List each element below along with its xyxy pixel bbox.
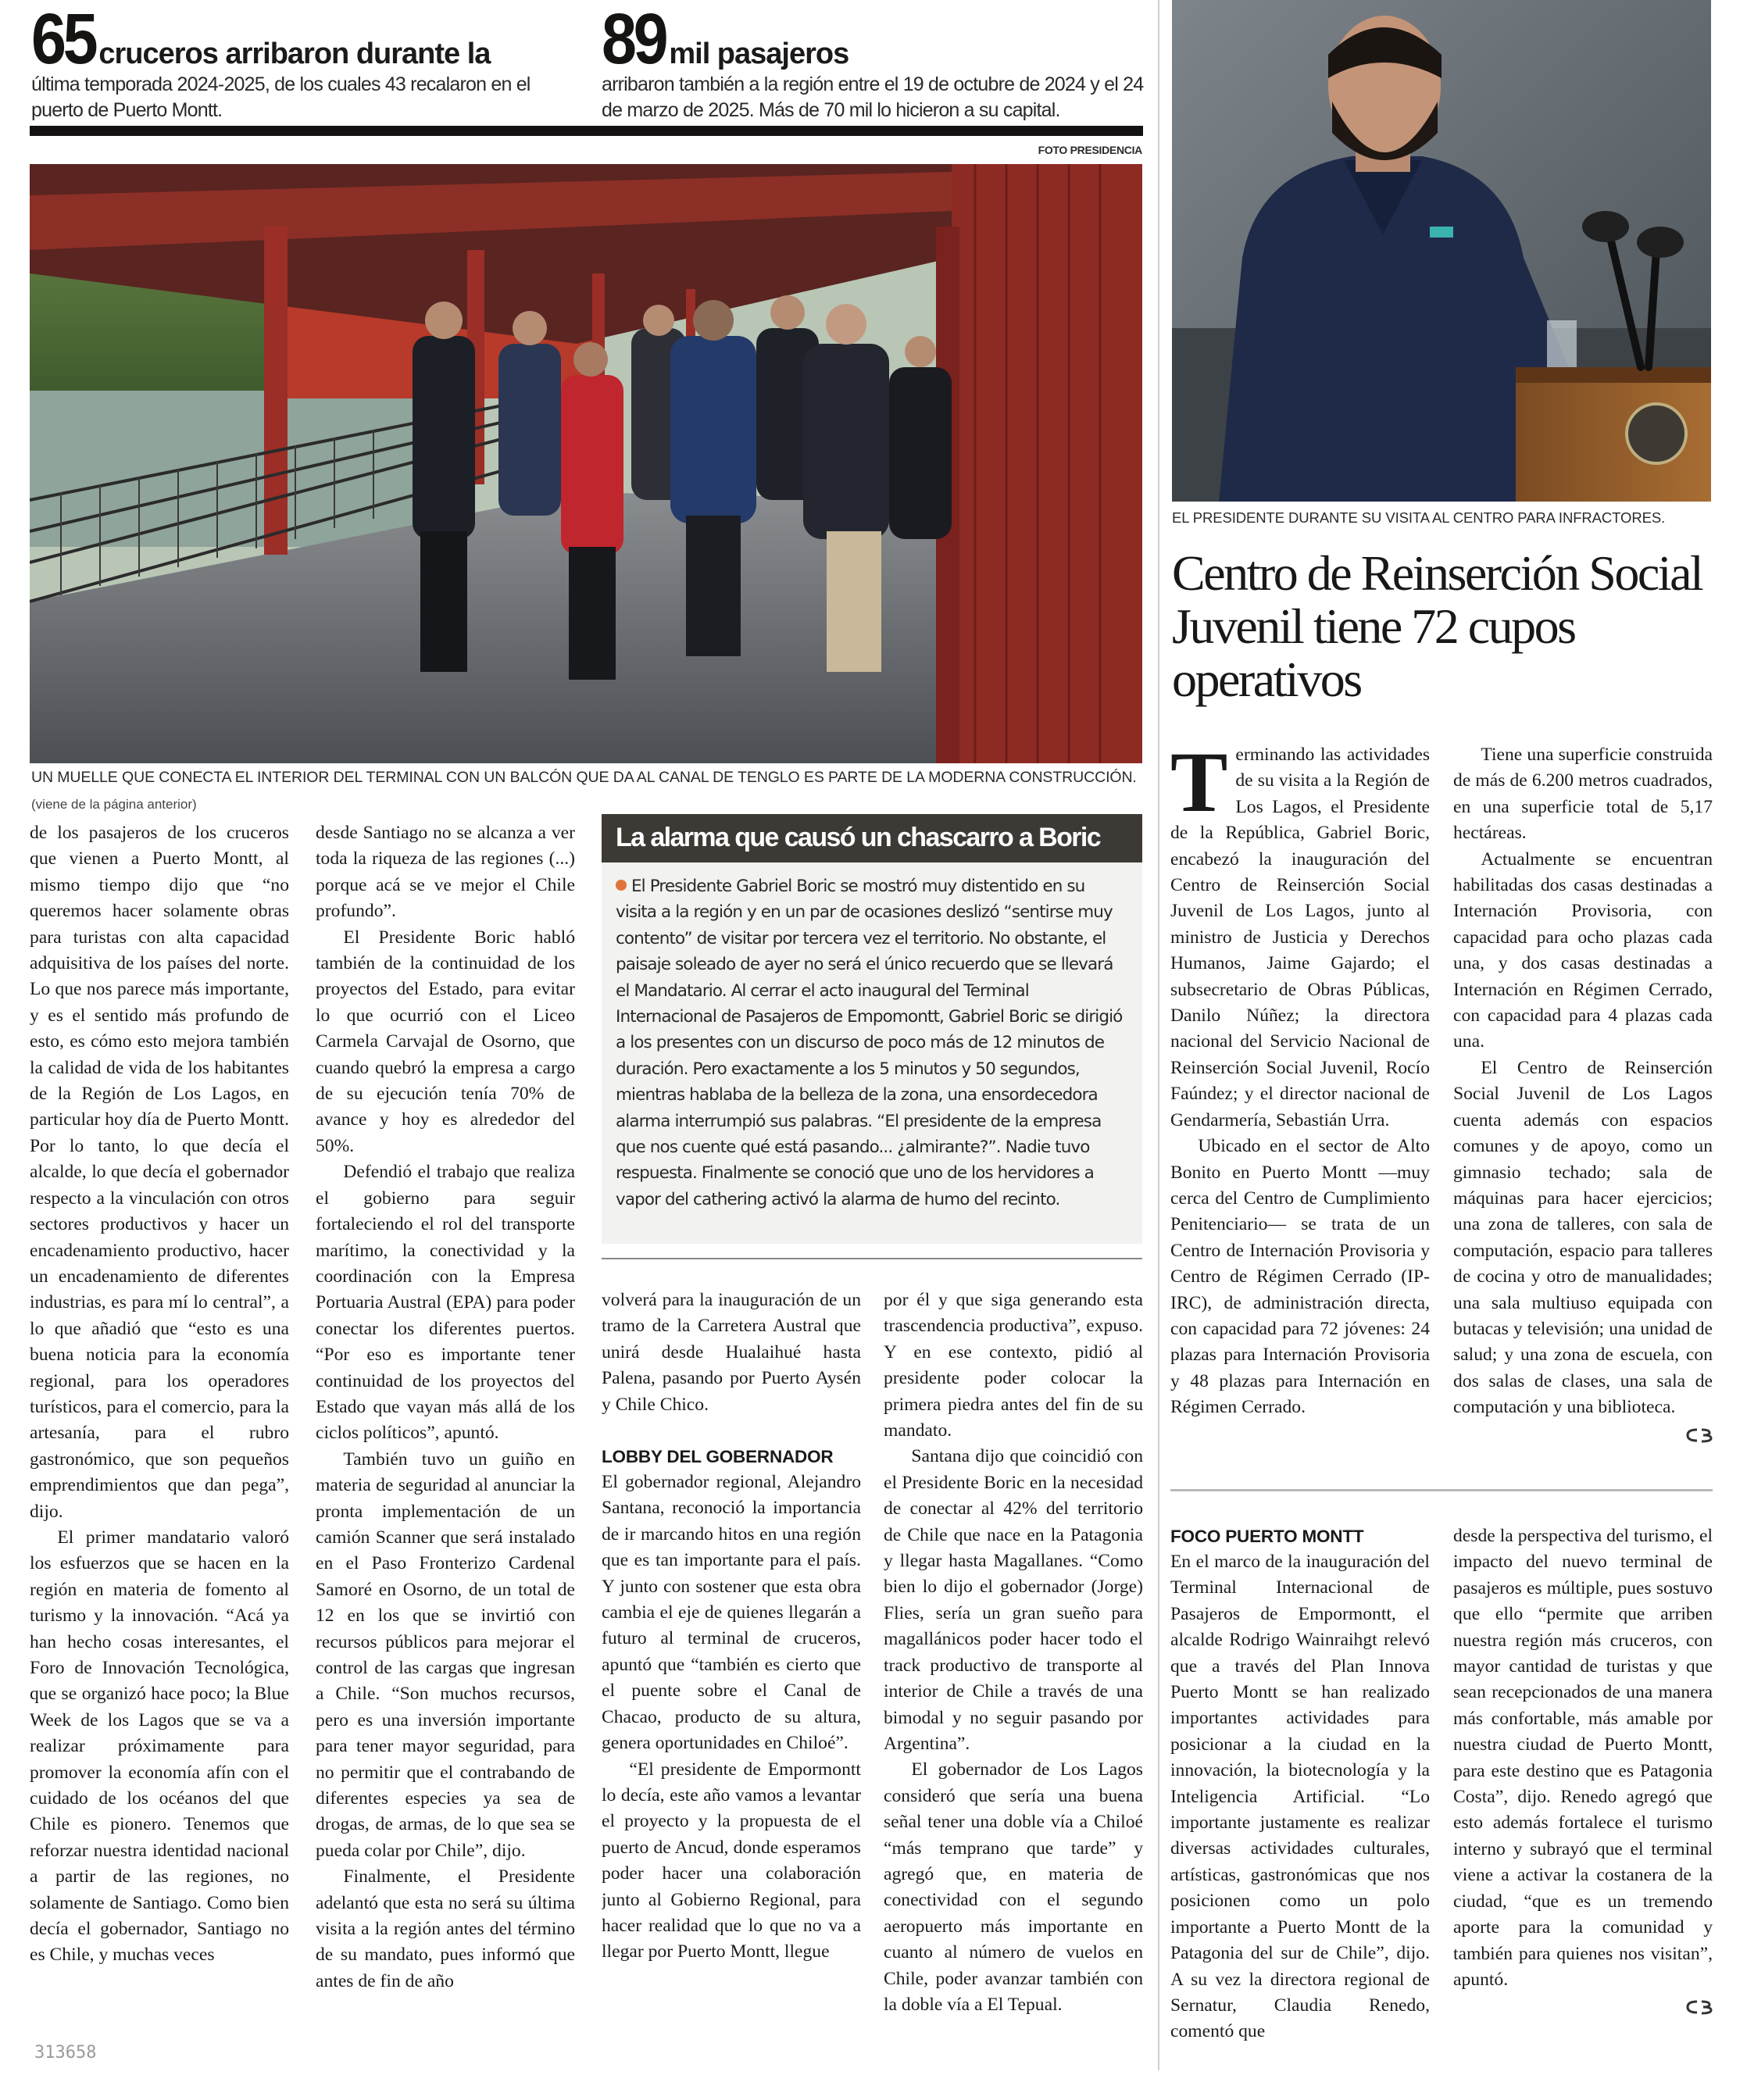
paragraph: El Centro de Reinserción Social Juvenil de Los Lagos cuenta además con espacios comunes y de apoyo, como un gimnasio techado; sala de máquinas para hacer ejercicios; una zona de talleres, con sala de computación, espacio para talleres de cocina y otro de manualidades; una sala multiuso equipada con butacas y televisión; una unidad de salud; y una zona de escuela, con dos salas de clases, una sala de computación y una biblioteca. xyxy=(1453,1057,1713,1418)
paragraph: Santana dijo que coincidió con el Presidente Boric en la necesidad de conectar al 42% del territorio de Chile que nace en la Patagonia y llegar hasta Magallanes. “Como bien lo dijo el gobernador (Jorge) Flies, sería un gran sueño para magallánicos poder hacer todo el track productivo de transporte al interior de Chile a través de una bimodal y no seguir pasando por Argentina”. xyxy=(884,1446,1143,1754)
drop-cap: T xyxy=(1170,742,1228,830)
paragraph: Finalmente, el Presidente adelantó que esta no será su última visita a la región antes del término de su mandato, pues informó que antes de fin de año xyxy=(316,1866,575,1991)
paragraph: El gobernador regional, Alejandro Santana, reconoció la importancia de ir marcando hitos en una región que es tan importante para el país. Y junto con sostener que esta obra cambia el eje de quienes llegarán a futuro al terminal de cruceros, apuntó que “también es cierto que el puente sobre el Canal de Chacao, producto de su altura, genera oportunidades en Chiloé”. xyxy=(602,1472,861,1754)
paragraph: El primer mandatario valoró los esfuerzos que se hacen en la región en materia de fomento al turismo y la innovación. “Acá ya han hecho cosas interesantes, el Foro de Innovación Tecnológica, que se organizó hace poco; la Blue Week de los Lagos que se va a realizar próximamente para promover la economía afín con el cuidado de los océanos del que Chile es pionero. Tenemos que reforzar nuestra identidad nacional a partir de las regiones, no solamente de Santiago. Como bien decía el gobernador, Santiago no es Chile, y muchas veces xyxy=(30,1527,289,1966)
stat-lead: cruceros arribaron durante la xyxy=(98,38,491,70)
story-column-1 xyxy=(1170,742,1430,1477)
paragraph-text: erminando las actividades de su visita a la Región de Los Lagos, el Presidente de la República, Gabriel Boric, encabezó la inauguración del Centro de Reinserción Social Juvenil de Los Lagos, junto al ministro de Justicia y Derechos Humanos, Jaime Gajardo; el subsecretario de Obras Públicas, Danilo Núñez; la directora nacional del Servicio Nacional de Reinserción Social Juvenil, Rocío Faúndez; y el director nacional de Gendarmería, Sebastián Urra. xyxy=(1170,745,1430,1130)
paragraph: El gobernador de Los Lagos consideró que sería una buena señal tener una doble vía a Chiloé “más temprano que tarde” y agregó que, en materia de conectividad con el segundo aeropuerto más importante en cuanto al número de vuelos en Chile, poder avanzar también con la doble vía a El Tepual. xyxy=(884,1759,1143,2015)
article-column-2 xyxy=(316,820,575,2055)
paragraph: También tuvo un guiño en materia de seguridad al anunciar la pronta implementación de un camión Scanner que será instalado en el Paso Fronterizo Cardenal Samoré en Osorno, de un total de 12 en los que se invirtió con recursos públicos para mejorar el control de las cargas que ingresan a Chile. “Son muchos recursos, pero es una inversión importante para tener mayor seguridad, para no permitir que el contrabando de diferentes especies ya sea de drogas, de armas, de lo que sea se pueda colar por Chile”, dijo. xyxy=(316,1448,575,1861)
stat-cruceros xyxy=(31,0,570,123)
subheading: LOBBY DEL GOBERNADOR xyxy=(602,1447,834,1467)
photo-credit: FOTO PRESIDENCIA xyxy=(1038,144,1142,156)
sidebar-box xyxy=(602,814,1142,1244)
article-column-3 xyxy=(602,1288,861,2053)
main-photo-caption: UN MUELLE QUE CONECTA EL INTERIOR DEL TERMINAL CON UN BALCÓN QUE DA AL CANAL DE TENGLO ES PARTE DE LA MODERNA CONSTRUCCIÓN. xyxy=(31,769,1137,786)
paragraph: Defendió el trabajo que realiza el gobierno para seguir fortaleciendo el rol del transporte marítimo, la conectividad y la coordinación con la Empresa Portuaria Austral (EPA) para poder conectar los diferentes puertos. “Por eso es importante tener continuidad de los proyectos del Estado que vayan más allá de los ciclos políticos”, apuntó. xyxy=(316,1162,575,1444)
story-headline: Centro de Reinserción Social Juvenil tiene 72 cupos operativos xyxy=(1172,545,1702,707)
end-mark-icon xyxy=(1686,1426,1713,1452)
article-column-4 xyxy=(884,1288,1143,2053)
section-rule xyxy=(30,126,1143,136)
paragraph: volverá para la inauguración de un tramo de la Carretera Austral que unirá desde Hualaihué hasta Palena, pasando por Puerto Aysén y Chile Chico. xyxy=(602,1290,861,1415)
column-divider xyxy=(1158,0,1159,2070)
stat-text: arribaron también a la región entre el 19 de octubre de 2024 y el 24 de marzo de 2025. Más de 70 mil lo hicieron a su capital. xyxy=(602,73,1144,121)
paragraph: En el marco de la inauguración del Terminal Internacional de Pasajeros de Empormontt, el alcalde Rodrigo Wainraihgt relevó que a través del Plan Innova Puerto Montt se han realizado importantes actividades para posicionar a la ciudad en la innovación, la biotecnología y la Inteligencia Artificial. “Lo importante justamente es realizar diversas actividades culturales, artísticas, gastronómicas que nos posicionen como un polo importante a Puerto Montt de la Patagonia del sur de Chile”, dijo. A su vez la directora regional de Sernatur, Claudia Renedo, comentó que xyxy=(1170,1552,1430,2042)
sidebar-box-text: El Presidente Gabriel Boric se mostró muy distentido en su visita a la región y en un par de ocasiones deslizó “sentirse muy contento” de visitar por tercera vez el territorio. No obstante, el paisaje soleado de ayer no será el único recuerdo que se llevará el Mandatario. Al cerrar el acto inaugural del Terminal Internacional de Pasajeros de Empomontt, Gabriel Boric se dirigió a los presentes con un discurso de poco más de 12 minutos de duración. Pero exactamente a los 5 minutos y 50 segundos, mientras hablaba de la belleza de la zona, una ensordecedora alarma interrumpió sus palabras. “El presidente de la empresa que nos cuente qué está pasando... ¿almirante?”. Nadie tuvo respuesta. Finalmente se conoció que uno de los hervidores a vapor del cathering activó la alarma de humo del recinto. xyxy=(616,877,1123,1209)
paragraph: Tiene una superficie construida de más de 6.200 metros cuadrados, en una superficie total de 5,17 hectáreas. xyxy=(1453,745,1713,844)
president-photo xyxy=(1172,0,1711,502)
foco-column-1 xyxy=(1170,1523,1430,2055)
article-column-1 xyxy=(30,820,289,2055)
paragraph: de los pasajeros de los cruceros que vienen a Puerto Montt, al mismo tiempo dijo que “no queremos hacer solamente obras para turistas con alta capacidad adquisitiva de los países del norte. Lo que nos parece más importante, y es el sentido más profundo de esto, es cómo esto mejora también la calidad de vida de los habitantes de la Región de Los Lagos, en particular hoy día de Puerto Montt. Por lo tanto, lo que decía el alcalde, lo que decía el gobernador respecto a la vinculación con otros sectores productivos y hacer un encadenamiento productivo, hacer un encadenamiento de diferentes industrias, es para mí lo central”, a lo que añadió que “esto es una buena noticia para la economía regional, para los operadores turísticos, para el comercio, para la artesanía, para el rubro gastronómico, que son pequeños emprendimientos que dan pega”, dijo. xyxy=(30,823,289,1522)
stat-number: 89 xyxy=(602,0,666,79)
paragraph: desde Santiago no se alcanza a ver toda la riqueza de las regiones (...) porque acá se ve mejor el Chile profundo”. xyxy=(316,823,575,922)
box-rule xyxy=(602,1258,1142,1259)
paragraph xyxy=(1170,742,1430,1134)
stat-pasajeros xyxy=(602,0,1149,123)
sidebar-box-title: La alarma que causó un chascarro a Boric xyxy=(602,814,1142,862)
stat-number: 65 xyxy=(31,0,95,79)
continued-note: (viene de la página anterior) xyxy=(31,797,197,812)
end-mark-icon xyxy=(1686,1998,1713,2023)
paragraph: Actualmente se encuentran habilitadas dos casas destinadas a Internación Provisoria, con capacidad para ocho plazas cada una, y dos casas destinadas a Internación en Régimen Cerrado, con capacidad para 4 plazas cada una. xyxy=(1453,848,1713,1052)
subheading: FOCO PUERTO MONTT xyxy=(1170,1527,1364,1546)
paragraph: El Presidente Boric habló también de la continuidad de los proyectos del Estado, para evitar lo que ocurrió con el Liceo Carmela Carvajal de Osorno, que cuando quebró la empresa a cargo de su ejecución tenía 70% de avance y hoy es alrededor del 50%. xyxy=(316,927,575,1156)
sidebar-box-body xyxy=(602,862,1142,1212)
terminal-photo xyxy=(30,164,1142,763)
section-divider xyxy=(1170,1489,1713,1491)
paragraph: “El presidente de Empormontt lo decía, este año vamos a levantar el proyecto y la propuesta de el puerto de Ancud, donde esperamos poder hacer una colaboración junto al Gobierno Regional, para hacer realidad que lo que no va a llegar por Puerto Montt, llegue xyxy=(602,1759,861,1962)
paragraph: por él y que siga generando esta trascendencia productiva”, expuso. Y en ese contexto, pidió al presidente poder colocar la primera piedra antes del fin de su mandato. xyxy=(884,1290,1143,1441)
bullet-icon xyxy=(616,880,627,891)
president-photo-caption: EL PRESIDENTE DURANTE SU VISITA AL CENTRO PARA INFRACTORES. xyxy=(1172,509,1666,526)
paragraph: desde la perspectiva del turismo, el impacto del nuevo terminal de pasajeros es múltiple, pues sostuvo que ello “permite que arriben nuestra región más cruceros, con mayor cantidad de turistas y que sean recepcionados de una manera más confortable, más amable por nuestra ciudad de Puerto Montt, para este destino que es Patagonia Costa”, dijo. Renedo agregó que esto además fortalece el turismo interno y subrayó que el terminal viene a activar la costanera de la ciudad, “que es un tremendo aporte para la comunidad y también para quienes nos visitan”, apuntó. xyxy=(1453,1526,1713,1990)
paragraph: Ubicado en el sector de Alto Bonito en Puerto Montt —muy cerca del Centro de Cumplimiento Penitenciario— se trata de un Centro de Internación Provisoria y Centro de Régimen Cerrado (IP-IRC), de administración directa, con capacidad para 72 jóvenes: 24 plazas para Internación Provisoria y 48 plazas para Internación en Régimen Cerrado. xyxy=(1170,1136,1430,1418)
foco-column-2 xyxy=(1453,1523,1713,2055)
stat-lead: mil pasajeros xyxy=(669,38,849,70)
story-column-2 xyxy=(1453,742,1713,1477)
stat-text: última temporada 2024-2025, de los cuales 43 recalaron en el puerto de Puerto Montt. xyxy=(31,73,531,121)
page-code: 313658 xyxy=(34,2043,97,2062)
